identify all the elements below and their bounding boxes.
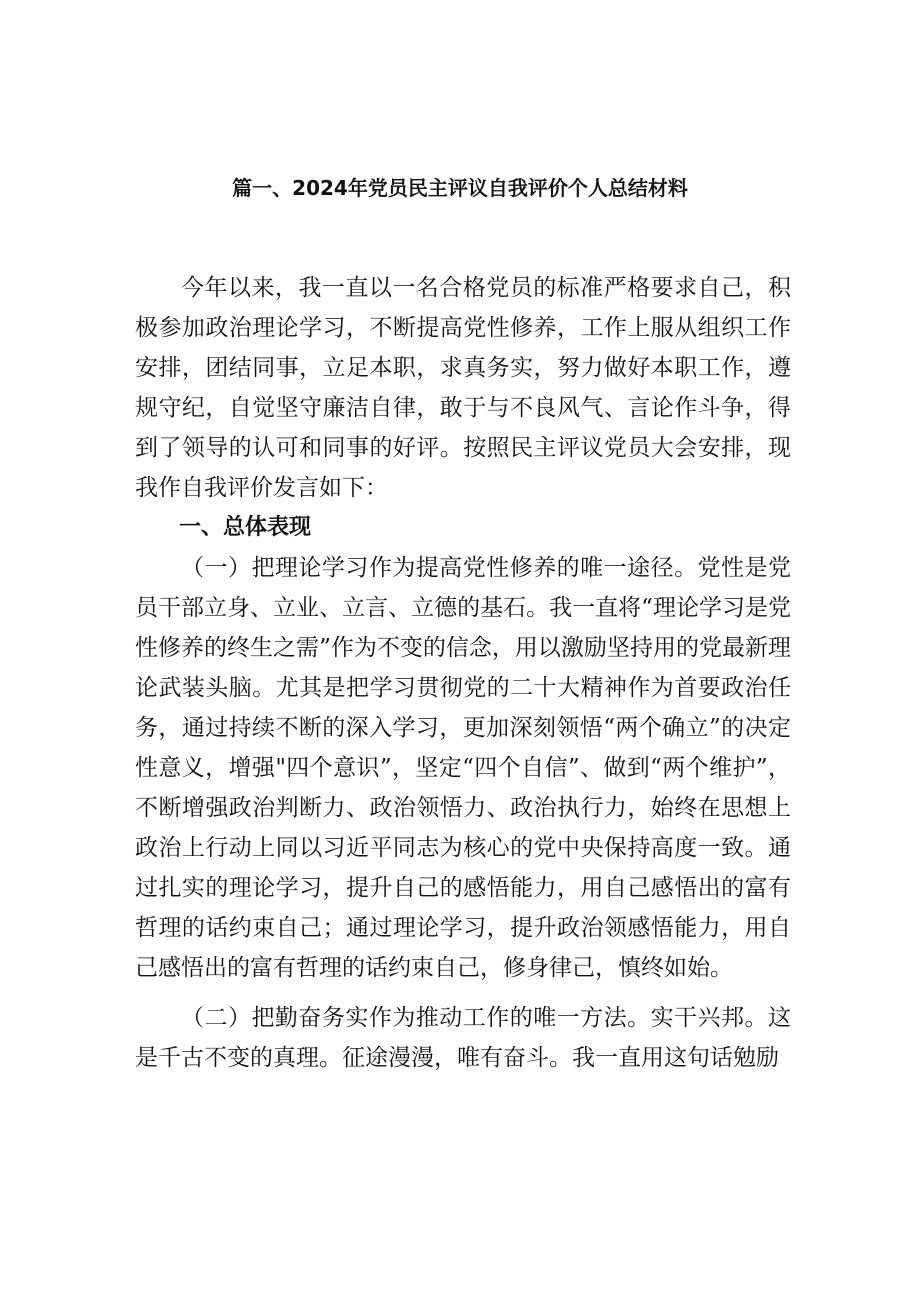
document-body bbox=[135, 268, 791, 1078]
item-one-paragraph: （一）把理论学习作为提高党性修养的唯一途径。党性是党员干部立身、立业、立言、立德的基石。我一直将“理论学习是党性修养的终生之需”作为不变的信念，用以激励坚持用的党最新理论武装头脑。尤其是把学习贯彻党的二十大精神作为首要政治任务，通过持续不断的深入学习，更加深刻领悟“两个确立”的决定性意义，增强"四个意识”，坚定“四个自信”、做到“两个维护”，不断增强政治判断力、政治领悟力、政治执行力，始终在思想上政治上行动上同以习近平同志为核心的党中央保持高度一致。通过扎实的理论学习，提升自己的感悟能力，用自己感悟出的富有哲理的话约束自己；通过理论学习，提升政治领感悟能力，用自己感悟出的富有哲理的话约束自己，修身律己，慎终如始。 bbox=[135, 555, 791, 981]
intro-paragraph: 今年以来，我一直以一名合格党员的标准严格要求自己，积极参加政治理论学习，不断提高党性修养，工作上服从组织工作安排，团结同事，立足本职，求真务实，努力做好本职工作，遵规守纪，自觉坚守廉洁自律，敢于与不良风气、言论作斗争，得到了领导的认可和同事的好评。按照民主评议党员大会安排，现我作自我评价发言如下： bbox=[135, 275, 791, 501]
item-two-paragraph: （二）把勤奋务实作为推动工作的唯一方法。实干兴邦。这是千古不变的真理。征途漫漫，唯有奋斗。我一直用这句话勉励 bbox=[135, 1005, 791, 1071]
document-title: 篇一、2024年党员民主评议自我评价个人总结材料 bbox=[232, 176, 688, 200]
section-heading: 一、总体表现 bbox=[179, 515, 312, 540]
